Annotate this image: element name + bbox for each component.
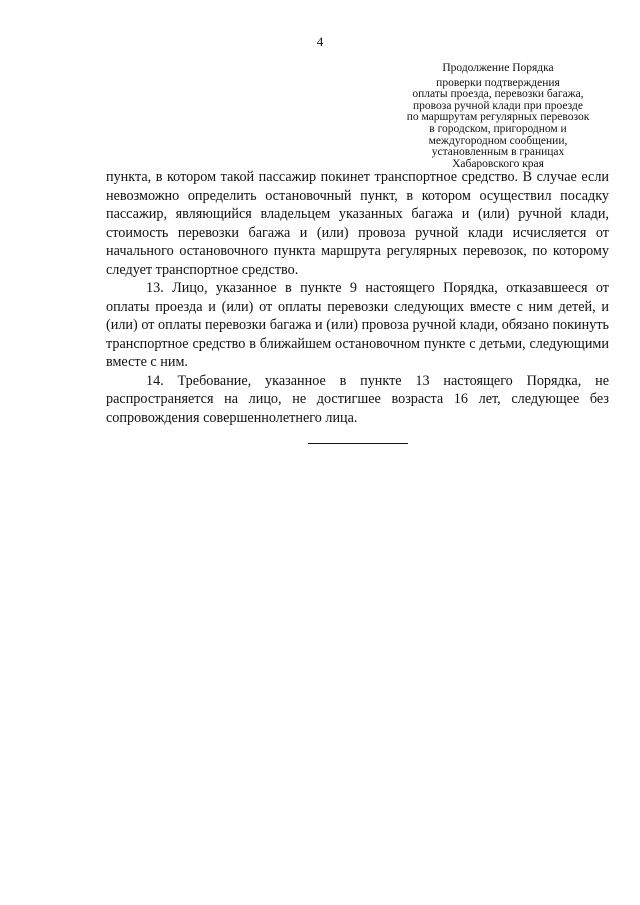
header-line: оплаты проезда, перевозки багажа, bbox=[412, 88, 584, 101]
header-line: установленным в границах bbox=[431, 146, 565, 159]
end-divider-line bbox=[308, 443, 408, 444]
header-line: междугородном сообщении, bbox=[428, 134, 568, 147]
page-number: 4 bbox=[316, 34, 324, 49]
header-line: проверки подтверждения bbox=[436, 76, 560, 89]
header-line: Хабаровского края bbox=[452, 157, 544, 170]
header-line: Продолжение Порядка bbox=[442, 62, 554, 74]
document-header bbox=[392, 63, 604, 170]
body-paragraph: пункта, в котором такой пассажир покинет транспортное средство. В случае если невозможно определить остановочный пункт, в котором осуществил посадку пассажир, являющийся владельцем указанных багажа и (или) ручной клади, стоимость перевозки багажа и (или) провоза ручной клади исчисляется от начального остановочного пункта маршрута регулярных перевозок, по которому следует транспортное средство. bbox=[106, 169, 609, 278]
header-line: провоза ручной клади при проезде bbox=[413, 99, 583, 112]
body-paragraph: 14. Требование, указанное в пункте 13 настоящего Порядка, не распространяется на лицо, не достигшее возраста 16 лет, следующее без сопровождения совершеннолетнего лица. bbox=[106, 372, 609, 426]
body-paragraph: 13. Лицо, указанное в пункте 9 настоящего Порядка, отказавшееся от оплаты проезда и (или) от оплаты перевозки следующих вместе с ним детей, и (или) от оплаты перевозки багажа и (или) провоза ручной клади, обязано покинуть транспортное средство в ближайшем остановочном пункте с детьми, следующими вместе с ним. bbox=[106, 280, 609, 370]
document-body bbox=[106, 168, 609, 427]
header-line: по маршрутам регулярных перевозок bbox=[406, 111, 590, 124]
header-line: в городском, пригородном и bbox=[429, 122, 567, 135]
